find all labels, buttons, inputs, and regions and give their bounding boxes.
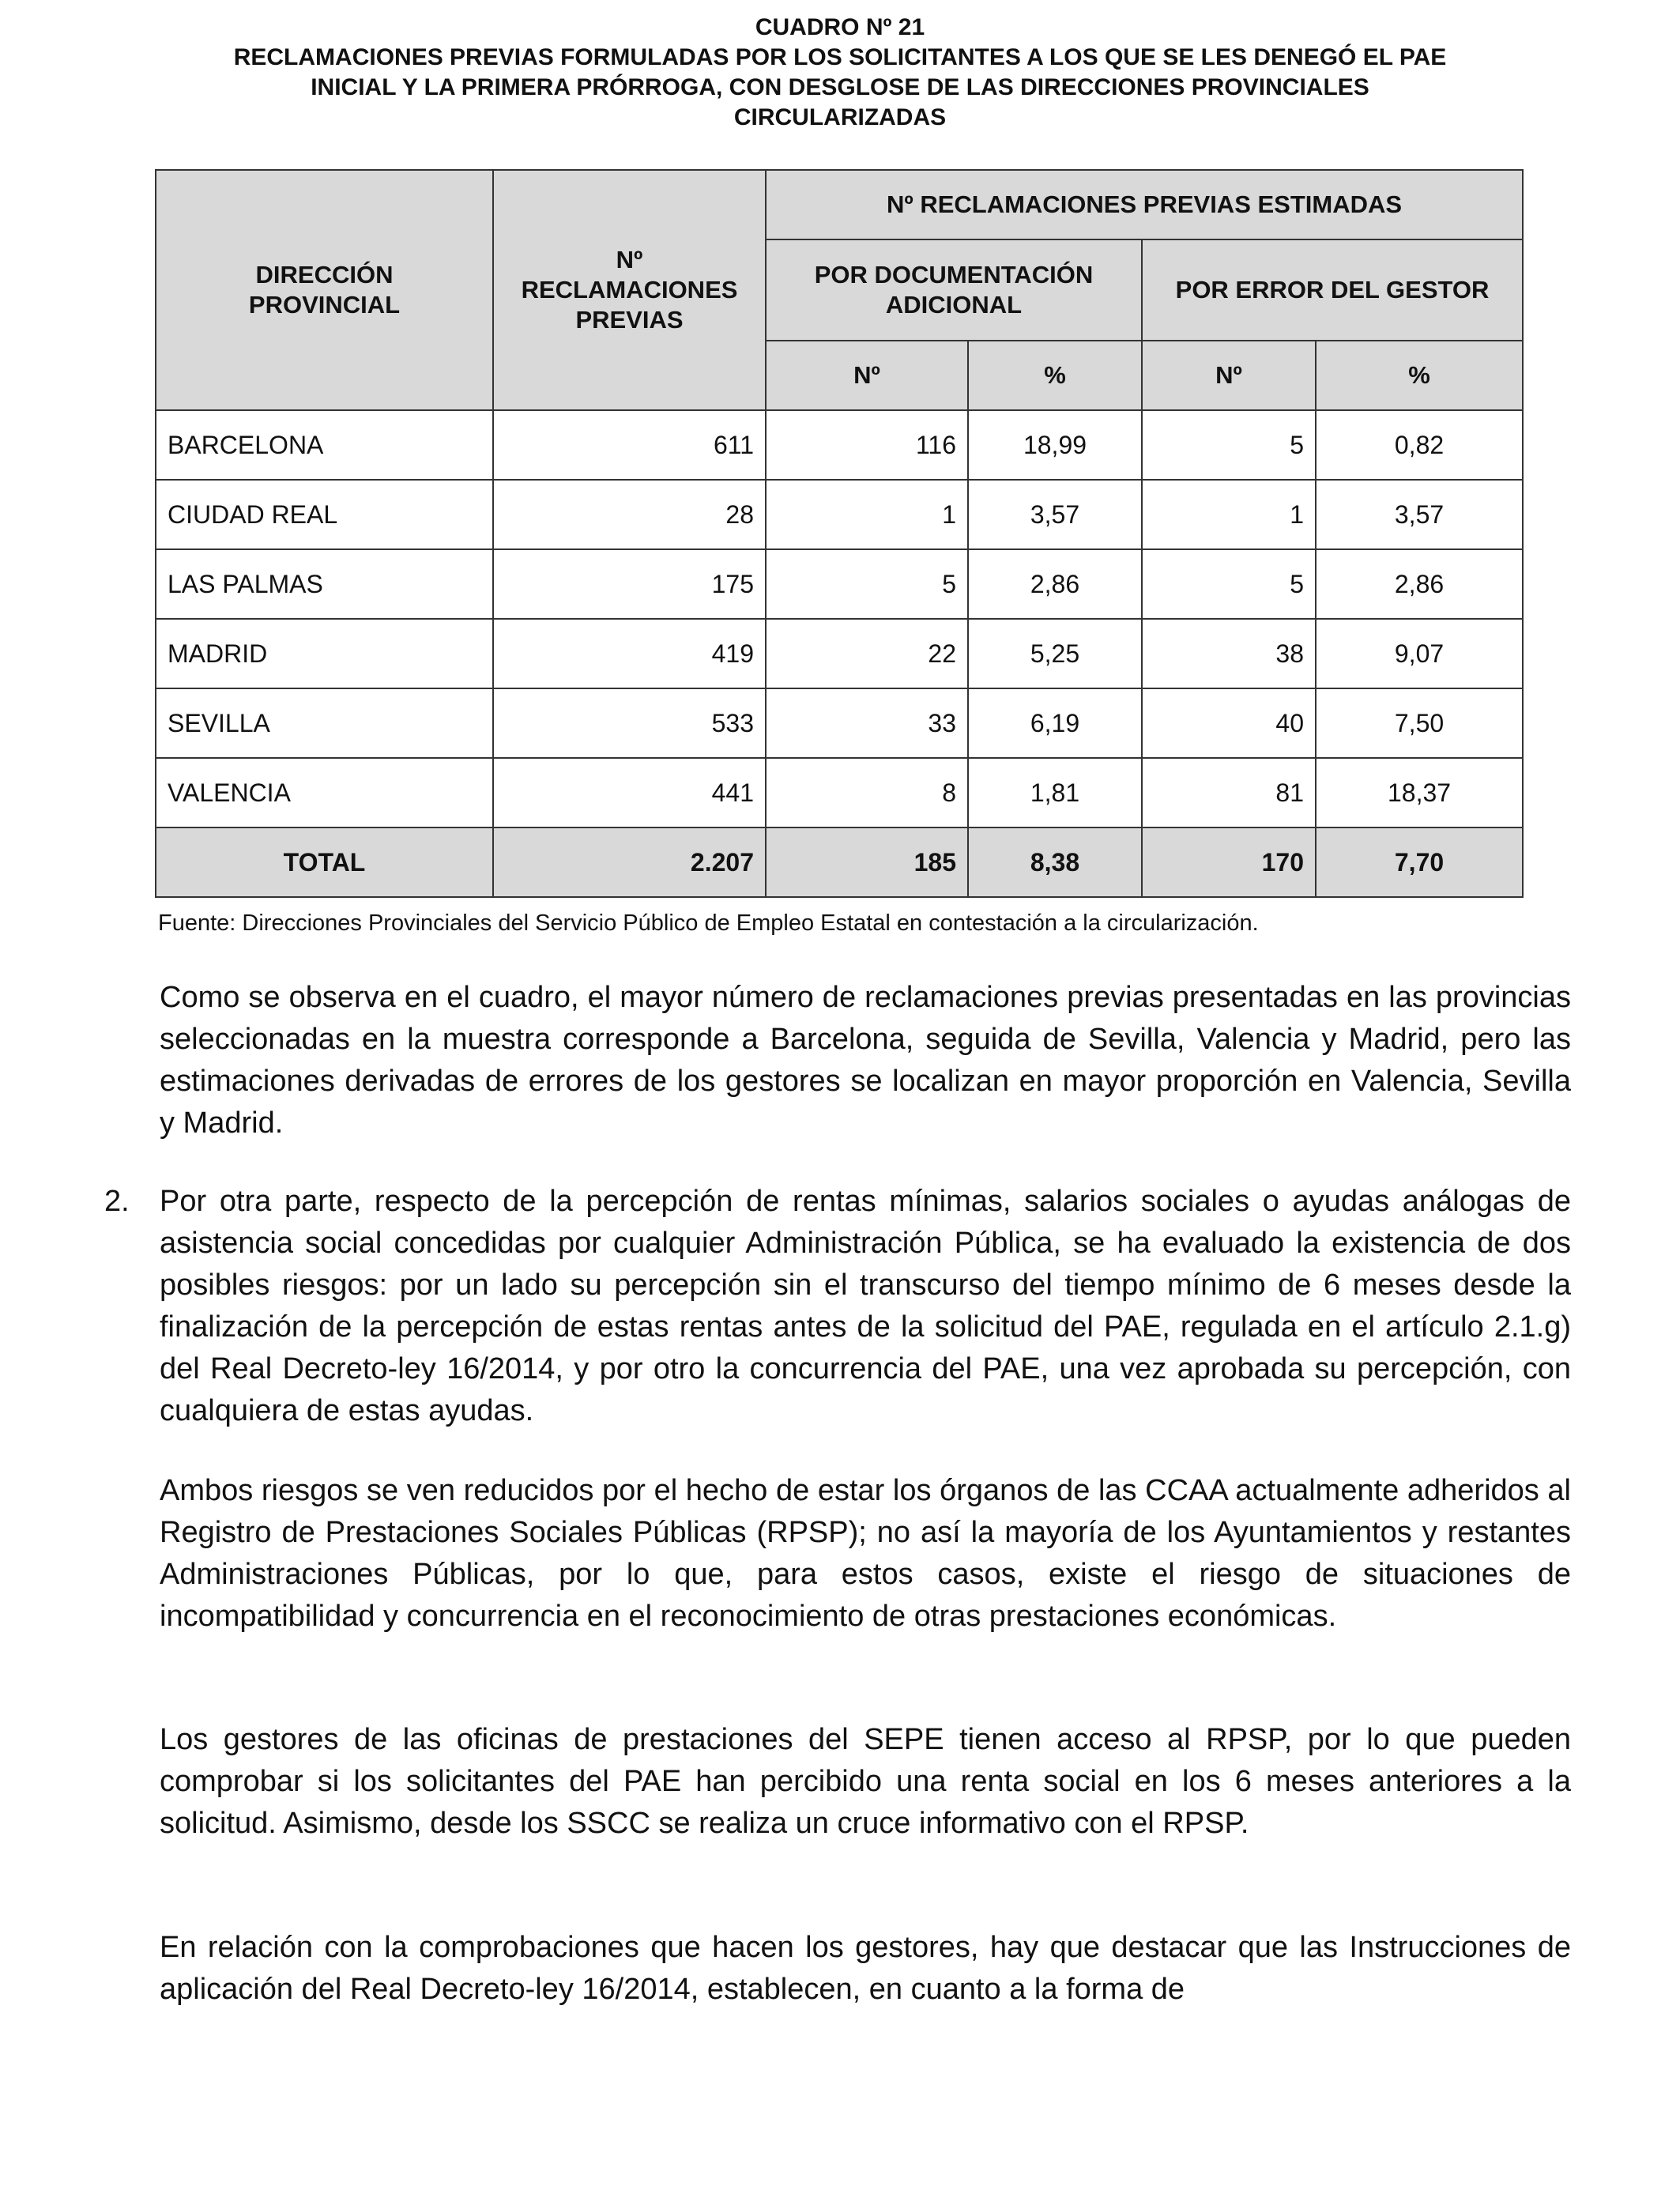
table-row xyxy=(156,619,1523,688)
row-province: BARCELONA xyxy=(156,410,493,480)
table-header xyxy=(156,170,1523,410)
row-err-pct: 3,57 xyxy=(1316,480,1523,549)
reclamaciones-table xyxy=(155,169,1524,898)
total-err-num: 170 xyxy=(1142,827,1316,897)
total-doc-num: 185 xyxy=(766,827,968,897)
row-doc-num: 1 xyxy=(766,480,968,549)
row-province: CIUDAD REAL xyxy=(156,480,493,549)
row-total-reclamaciones: 533 xyxy=(493,688,766,758)
row-doc-num: 33 xyxy=(766,688,968,758)
list-item-number: 2. xyxy=(104,1185,130,1218)
table-row xyxy=(156,688,1523,758)
row-err-pct: 2,86 xyxy=(1316,549,1523,619)
row-total-reclamaciones: 611 xyxy=(493,410,766,480)
row-err-num: 38 xyxy=(1142,619,1316,688)
row-doc-pct: 2,86 xyxy=(968,549,1142,619)
table-row xyxy=(156,549,1523,619)
row-doc-num: 116 xyxy=(766,410,968,480)
header-num-reclamaciones: Nº RECLAMACIONES PREVIAS xyxy=(493,170,766,410)
table-row xyxy=(156,758,1523,827)
header-direccion-provincial: DIRECCIÓN PROVINCIAL xyxy=(156,170,493,410)
header-err-num: Nº xyxy=(1142,341,1316,410)
row-total-reclamaciones: 175 xyxy=(493,549,766,619)
total-doc-pct: 8,38 xyxy=(968,827,1142,897)
paragraph-5: En relación con la comprobaciones que hacen los gestores, hay que destacar que las Instrucciones de aplicación del Real Decreto-ley 16/2014, establecen, en cuanto a la forma de xyxy=(160,1931,1571,2006)
paragraph-2: Por otra parte, respecto de la percepción de rentas mínimas, salarios sociales o ayudas análogas de asistencia social concedidas por cualquier Administración Pública, se ha evaluado la existencia de dos posibles riesgos: por un lado su percepción sin el transcurso del tiempo mínimo de 6 meses desde la finalización de la percepción de estas rentas antes de la solicitud del PAE, regulada en el artículo 2.1.g) del Real Decreto-ley 16/2014, y por otro la concurrencia del PAE, una vez aprobada su percepción, con cualquiera de estas ayudas. xyxy=(160,1185,1571,1427)
header-por-documentacion: POR DOCUMENTACIÓN ADICIONAL xyxy=(766,239,1142,341)
row-doc-pct: 5,25 xyxy=(968,619,1142,688)
row-err-pct: 18,37 xyxy=(1316,758,1523,827)
header-doc-pct: % xyxy=(968,341,1142,410)
row-err-num: 1 xyxy=(1142,480,1316,549)
header-por-error-gestor: POR ERROR DEL GESTOR xyxy=(1142,239,1523,341)
row-total-reclamaciones: 28 xyxy=(493,480,766,549)
table-row xyxy=(156,410,1523,480)
row-err-num: 5 xyxy=(1142,549,1316,619)
row-province: SEVILLA xyxy=(156,688,493,758)
header-doc-num: Nº xyxy=(766,341,968,410)
header-err-pct: % xyxy=(1316,341,1523,410)
row-err-pct: 0,82 xyxy=(1316,410,1523,480)
row-err-pct: 9,07 xyxy=(1316,619,1523,688)
row-province: LAS PALMAS xyxy=(156,549,493,619)
row-doc-pct: 18,99 xyxy=(968,410,1142,480)
row-total-reclamaciones: 441 xyxy=(493,758,766,827)
total-reclamaciones: 2.207 xyxy=(493,827,766,897)
row-doc-pct: 6,19 xyxy=(968,688,1142,758)
row-doc-pct: 1,81 xyxy=(968,758,1142,827)
row-err-pct: 7,50 xyxy=(1316,688,1523,758)
header-estimadas-group: Nº RECLAMACIONES PREVIAS ESTIMADAS xyxy=(766,170,1523,239)
row-province: MADRID xyxy=(156,619,493,688)
paragraph-3: Ambos riesgos se ven reducidos por el hecho de estar los órganos de las CCAA actualmente adheridos al Registro de Prestaciones Sociales Públicas (RPSP); no así la mayoría de los Ayuntamientos y restantes Administraciones Públicas, por lo que, para estos casos, existe el riesgo de situaciones de incompatibilidad y concurrencia en el reconocimiento de otras prestaciones económicas. xyxy=(160,1474,1571,1633)
row-doc-num: 5 xyxy=(766,549,968,619)
total-label: TOTAL xyxy=(156,827,493,897)
row-doc-pct: 3,57 xyxy=(968,480,1142,549)
paragraph-4: Los gestores de las oficinas de prestaciones del SEPE tienen acceso al RPSP, por lo que pueden comprobar si los solicitantes del PAE han percibido una renta social en los 6 meses anteriores a la solicitud. Asimismo, desde los SSCC se realiza un cruce informativo con el RPSP. xyxy=(160,1723,1571,1840)
table-source-note: Fuente: Direcciones Provinciales del Servicio Público de Empleo Estatal en contestación a la circularización. xyxy=(158,910,1259,936)
table-title-line-2: INICIAL Y LA PRIMERA PRÓRROGA, CON DESGLOSE DE LAS DIRECCIONES PROVINCIALES xyxy=(311,74,1369,100)
paragraph-1: Como se observa en el cuadro, el mayor número de reclamaciones previas presentadas en las provincias seleccionadas en la muestra corresponde a Barcelona, seguida de Sevilla, Valencia y Madrid, pero las estimaciones derivadas de errores de los gestores se localizan en mayor proporción en Valencia, Sevilla y Madrid. xyxy=(160,981,1571,1140)
table-number: CUADRO Nº 21 xyxy=(755,14,925,40)
row-err-num: 5 xyxy=(1142,410,1316,480)
table-body xyxy=(156,410,1523,897)
table-total-row xyxy=(156,827,1523,897)
row-doc-num: 8 xyxy=(766,758,968,827)
row-province: VALENCIA xyxy=(156,758,493,827)
row-total-reclamaciones: 419 xyxy=(493,619,766,688)
row-err-num: 40 xyxy=(1142,688,1316,758)
row-doc-num: 22 xyxy=(766,619,968,688)
table-title-block xyxy=(142,13,1538,133)
row-err-num: 81 xyxy=(1142,758,1316,827)
total-err-pct: 7,70 xyxy=(1316,827,1523,897)
table-title-line-1: RECLAMACIONES PREVIAS FORMULADAS POR LOS SOLICITANTES A LOS QUE SE LES DENEGÓ EL PAE xyxy=(233,44,1447,70)
table-row xyxy=(156,480,1523,549)
table-title-line-3: CIRCULARIZADAS xyxy=(733,104,947,130)
